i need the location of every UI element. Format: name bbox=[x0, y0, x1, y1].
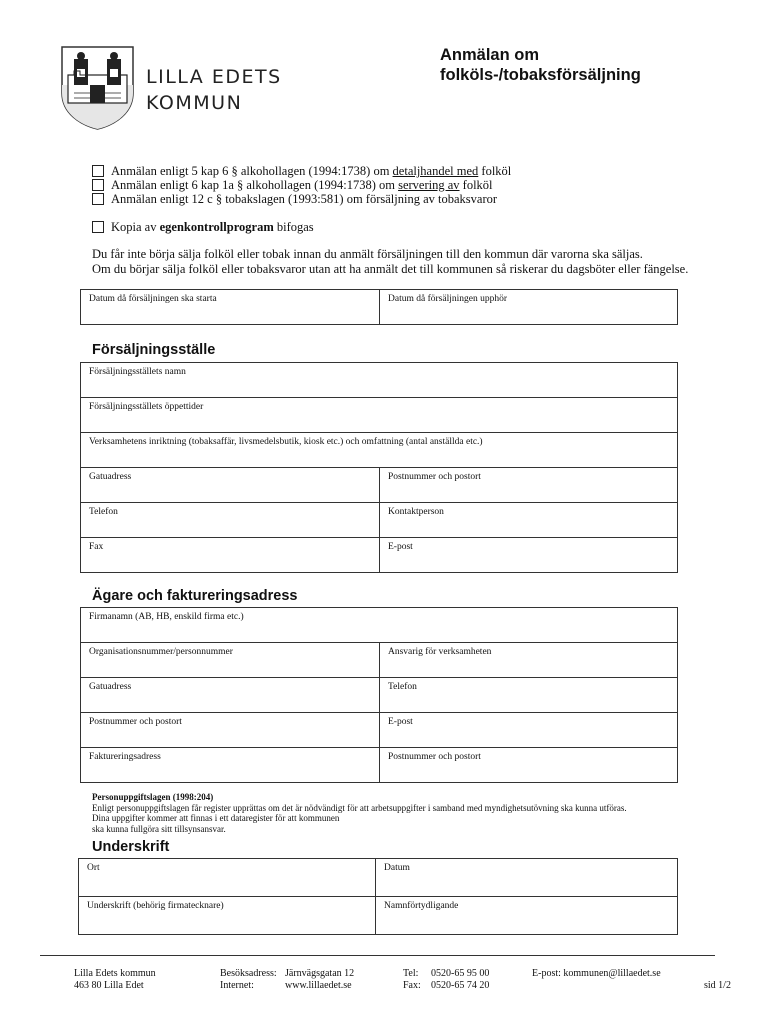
page-number: sid 1/2 bbox=[704, 980, 731, 991]
section-heading-owner: Ägare och faktureringsadress bbox=[92, 588, 298, 604]
sales-name-label: Försäljningsställets namn bbox=[89, 367, 186, 377]
sales-phone-field[interactable] bbox=[81, 503, 380, 538]
check-text-retail: Anmälan enligt 5 kap 6 § alkohollagen (1994:1738) om detaljhandel med folköl bbox=[111, 164, 512, 178]
owner-phone-field[interactable] bbox=[380, 678, 678, 713]
owner-billing-field[interactable] bbox=[81, 748, 380, 783]
sign-signature-field[interactable] bbox=[79, 897, 376, 935]
page-title bbox=[440, 45, 641, 85]
footer-divider bbox=[40, 955, 715, 956]
pul-title: Personuppgiftslagen (1998:204) bbox=[92, 792, 214, 802]
signature-table bbox=[78, 858, 678, 935]
owner-street-field[interactable] bbox=[81, 678, 380, 713]
checkbox-tobacco[interactable] bbox=[92, 193, 104, 205]
coat-of-arms-logo bbox=[60, 45, 135, 130]
sales-email-field[interactable] bbox=[380, 538, 678, 573]
title-line-1: Anmälan om bbox=[440, 46, 540, 64]
sales-street-label: Gatuadress bbox=[89, 472, 132, 482]
sales-street-field[interactable] bbox=[81, 468, 380, 503]
section-heading-sales: Försäljningsställe bbox=[92, 342, 216, 358]
footer-visit-label: Besöksadress: bbox=[220, 968, 277, 979]
footer-email-label: E-post: bbox=[532, 968, 561, 979]
dates-table bbox=[80, 289, 678, 325]
check-text-tobacco: Anmälan enligt 12 c § tobakslagen (1993:581) om försäljning av tobaksvaror bbox=[111, 192, 498, 206]
footer-tel-label: Tel: bbox=[403, 968, 419, 979]
end-date-field[interactable] bbox=[380, 290, 678, 325]
check-row-serving[interactable] bbox=[92, 178, 511, 192]
sales-phone-label: Telefon bbox=[89, 507, 118, 517]
owner-billing-postal-field[interactable] bbox=[380, 748, 678, 783]
footer-fax: 0520-65 74 20 bbox=[431, 980, 490, 991]
footer-visit-labels bbox=[220, 968, 277, 992]
sales-postal-field[interactable] bbox=[380, 468, 678, 503]
sales-hours-label: Försäljningsställets öppettider bbox=[89, 402, 204, 412]
footer-visit: Järnvägsgatan 12 bbox=[285, 968, 355, 979]
checkbox-serving[interactable] bbox=[92, 179, 104, 191]
sales-email-label: E-post bbox=[388, 542, 413, 552]
sales-postal-label: Postnummer och postort bbox=[388, 472, 481, 482]
owner-company-label: Firmanamn (AB, HB, enskild firma etc.) bbox=[89, 612, 244, 622]
sign-date-label: Datum bbox=[384, 863, 410, 873]
footer-org-name: Lilla Edets kommun bbox=[74, 968, 156, 979]
sign-date-field[interactable] bbox=[376, 859, 678, 897]
footer-org bbox=[74, 968, 156, 992]
pul-line-1: Enligt personuppgiftslagen får register upprättas om det är nödvändigt för att arbetsuppgifter i samband med myndighetsutövning ska kunna utföras. bbox=[92, 802, 627, 813]
notice-line-2: Om du börjar sälja folköl eller tobaksvaror utan att ha anmält det till kommunen så riskerar du dagsböter eller fängelse. bbox=[92, 262, 689, 276]
owner-email-field[interactable] bbox=[380, 713, 678, 748]
owner-phone-label: Telefon bbox=[388, 682, 417, 692]
owner-orgnr-field[interactable] bbox=[81, 643, 380, 678]
check-row-copy[interactable] bbox=[92, 220, 314, 234]
data-protection-notice bbox=[92, 792, 627, 834]
footer-web-label: Internet: bbox=[220, 980, 254, 991]
check-row-retail[interactable] bbox=[92, 164, 511, 178]
footer-email-link[interactable]: kommunen@lillaedet.se bbox=[563, 968, 661, 979]
owner-responsible-label: Ansvarig för verksamheten bbox=[388, 647, 492, 657]
end-date-label: Datum då försäljningen upphör bbox=[388, 294, 507, 304]
brand-name bbox=[146, 64, 282, 116]
owner-responsible-field[interactable] bbox=[380, 643, 678, 678]
sales-hours-field[interactable] bbox=[81, 398, 678, 433]
sign-signature-label: Underskrift (behörig firmatecknare) bbox=[87, 901, 224, 911]
footer-email-block bbox=[532, 968, 661, 980]
legal-notice bbox=[92, 247, 688, 277]
owner-postal-field[interactable] bbox=[81, 713, 380, 748]
sales-name-field[interactable] bbox=[81, 363, 678, 398]
owner-company-field[interactable] bbox=[81, 608, 678, 643]
footer-visit-values bbox=[285, 968, 354, 992]
footer-address: 463 80 Lilla Edet bbox=[74, 980, 144, 991]
owner-postal-label: Postnummer och postort bbox=[89, 717, 182, 727]
owner-street-label: Gatuadress bbox=[89, 682, 132, 692]
notification-type-options bbox=[92, 164, 511, 206]
start-date-label: Datum då försäljningen ska starta bbox=[89, 294, 217, 304]
footer-tel-labels bbox=[403, 968, 421, 992]
title-line-2: folköls-/tobaksförsäljning bbox=[440, 66, 641, 84]
sign-place-field[interactable] bbox=[79, 859, 376, 897]
sales-focus-field[interactable] bbox=[81, 433, 678, 468]
checkbox-retail[interactable] bbox=[92, 165, 104, 177]
sign-clarification-label: Namnförtydligande bbox=[384, 901, 459, 911]
pul-line-3: ska kunna fullgöra sitt tillsynsansvar. bbox=[92, 823, 226, 834]
sales-contact-field[interactable] bbox=[380, 503, 678, 538]
section-heading-signature: Underskrift bbox=[92, 839, 170, 855]
copy-program-text: Kopia av egenkontrollprogram bifogas bbox=[111, 219, 314, 234]
sales-fax-field[interactable] bbox=[81, 538, 380, 573]
sign-place-label: Ort bbox=[87, 863, 100, 873]
owner-billing-postal-label: Postnummer och postort bbox=[388, 752, 481, 762]
check-row-tobacco[interactable] bbox=[92, 192, 511, 206]
owner-email-label: E-post bbox=[388, 717, 413, 727]
owner-orgnr-label: Organisationsnummer/personnummer bbox=[89, 647, 233, 657]
brand-line-2: KOMMUN bbox=[146, 92, 243, 114]
pul-line-2: Dina uppgifter kommer att finnas i ett dataregister för att kommunen bbox=[92, 813, 340, 823]
sales-table bbox=[80, 362, 678, 573]
owner-table bbox=[80, 607, 678, 783]
footer-tel: 0520-65 95 00 bbox=[431, 968, 490, 979]
sales-fax-label: Fax bbox=[89, 542, 104, 552]
brand-line-1: LILLA EDETS bbox=[146, 66, 282, 88]
notice-line-1: Du får inte börja sälja folköl eller tobak innan du anmält försäljningen till den kommun där varorna ska säljas. bbox=[92, 247, 643, 261]
start-date-field[interactable] bbox=[81, 290, 380, 325]
sales-focus-label: Verksamhetens inriktning (tobaksaffär, livsmedelsbutik, kiosk etc.) och omfattning (antal anställda etc.) bbox=[89, 437, 483, 447]
sign-clarification-field[interactable] bbox=[376, 897, 678, 935]
footer-fax-label: Fax: bbox=[403, 980, 421, 991]
footer-web-link[interactable]: www.lillaedet.se bbox=[285, 980, 352, 991]
checkbox-copy-program[interactable] bbox=[92, 221, 104, 233]
sales-contact-label: Kontaktperson bbox=[388, 507, 444, 517]
footer-tel-values bbox=[431, 968, 489, 992]
check-text-serving: Anmälan enligt 6 kap 1a § alkohollagen (1994:1738) om servering av folköl bbox=[111, 178, 493, 192]
owner-billing-label: Faktureringsadress bbox=[89, 752, 161, 762]
